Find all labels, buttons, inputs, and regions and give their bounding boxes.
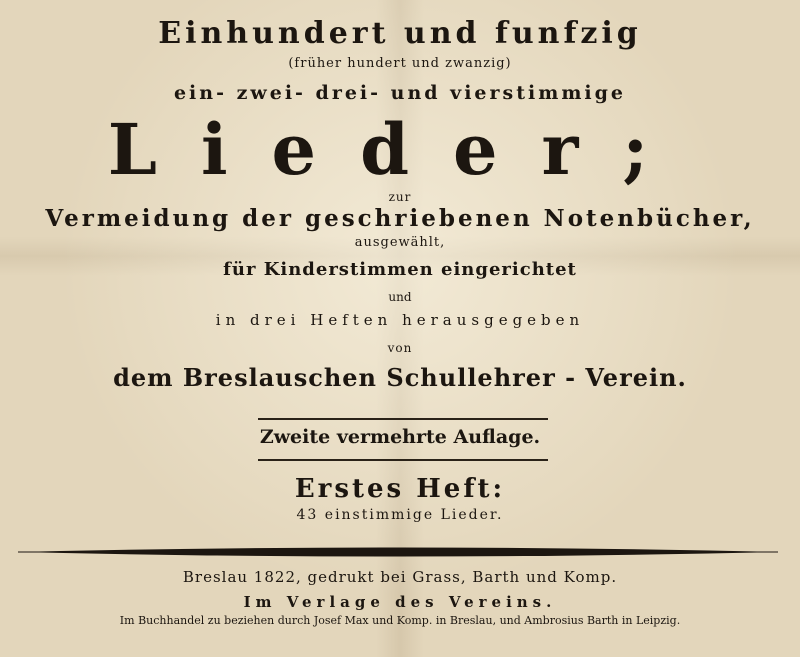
edition-rule-top [258,418,548,420]
title-line-10: in drei Heften herausgegeben [215,311,585,329]
ornamental-divider [18,541,778,563]
imprint-line-1: Breslau 1822, gedrukt bei Grass, Barth und Komp. [182,568,618,586]
title-line-6: Vermeidung der geschriebenen Notenbücher, [45,205,755,232]
title-line-2: (früher hundert und zwanzig) [288,56,512,71]
imprint-line-2: Im Verlage des Vereins. [243,593,557,611]
title-line-1: Einhundert und funfzig [158,16,642,51]
title-line-8: für Kinderstimmen eingerichtet [223,259,577,280]
edition-label: Zweite vermehrte Auflage. [259,426,541,448]
title-line-9: und [388,290,412,304]
title-line-3: ein- zwei- drei- und vierstimmige [173,82,627,104]
author-line: dem Breslauschen Schullehrer - Verein. [113,363,687,392]
main-title: Lieder; [107,108,693,191]
title-line-5: zur [388,190,412,204]
title-line-11: von [387,341,413,355]
title-line-7: ausgewählt, [354,235,446,250]
edition-rule-bottom [258,459,548,461]
volume-subtitle: 43 einstimmige Lieder. [296,507,504,523]
imprint-line-3: Im Buchhandel zu beziehen durch Josef Max und Komp. in Breslau, und Ambrosius Barth in Leipzig. [119,614,681,627]
volume-title: Erstes Heft: [294,474,506,504]
